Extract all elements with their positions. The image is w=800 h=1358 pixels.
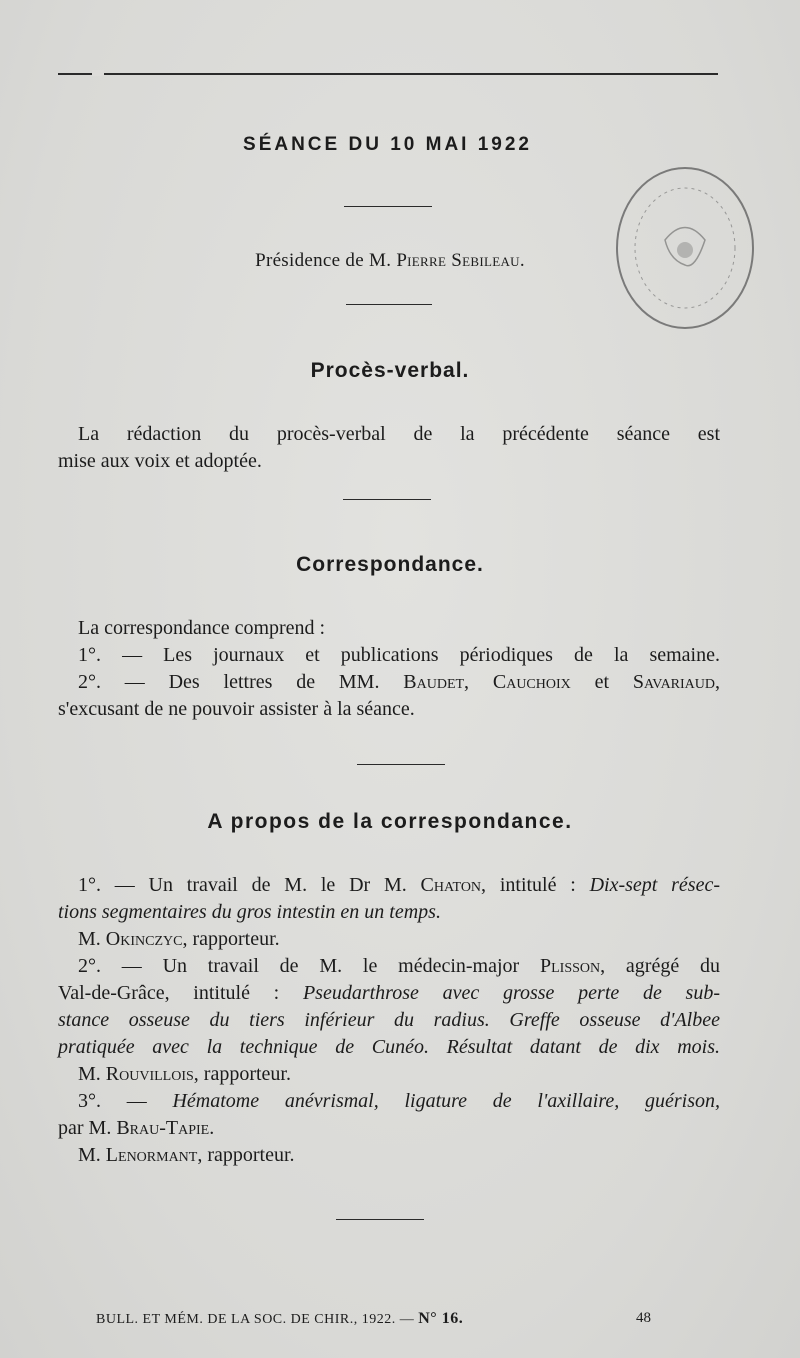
item-text: ,	[715, 671, 721, 693]
rapporteur-name: Okinczyc	[105, 928, 183, 950]
correspondance-item-2-cont: s'excusant de ne pouvoir assister à la séance.	[58, 698, 415, 720]
a-propos-item-2-cont	[58, 980, 720, 1007]
item-text: , intitulé :	[481, 874, 590, 896]
item-text: M.	[78, 1063, 106, 1085]
item-text: par M.	[58, 1117, 117, 1139]
work-title-cont: tions segmentaires du gros intestin en un temps.	[58, 901, 441, 923]
a-propos-item-3	[58, 1088, 720, 1115]
a-propos-paragraph	[58, 872, 720, 1169]
item-text: .	[209, 1117, 215, 1139]
rapporteur-line	[58, 1142, 720, 1169]
author-name: Brau-Tapie	[116, 1117, 210, 1139]
work-title: Hématome anévrismal, ligature de l'axillaire, guérison,	[172, 1090, 721, 1112]
correspondance-item-2	[58, 669, 720, 696]
item-text: M.	[78, 928, 106, 950]
item-text: Val-de-Grâce, intitulé :	[58, 982, 303, 1004]
a-propos-item-2	[58, 953, 720, 980]
item-text: 2°. — Un travail de M. le médecin-major	[78, 955, 540, 977]
item-text: , rapporteur.	[182, 928, 280, 950]
item-text: , agrégé du	[600, 955, 720, 977]
work-title-cont: pratiquée avec la technique de Cunéo. Résultat datant de dix mois.	[58, 1036, 720, 1058]
item-text: 2°. — Des lettres de MM.	[78, 671, 404, 693]
author-name: Savariaud	[632, 671, 716, 693]
presidence-suffix: .	[519, 250, 525, 271]
a-propos-item-1	[58, 872, 720, 899]
work-title: Dix-sept résec-	[589, 874, 720, 896]
separator	[357, 764, 445, 765]
rapporteur-name: Lenormant	[105, 1144, 198, 1166]
proces-verbal-paragraph	[58, 421, 720, 475]
author-names: Baudet, Cauchoix	[403, 671, 571, 693]
presidence-prefix: Présidence de M.	[255, 250, 397, 271]
item-text: et	[570, 671, 633, 693]
section-heading-a-propos: A propos de la correspondance.	[207, 810, 573, 833]
rapporteur-line	[58, 1061, 720, 1088]
item-text: , rapporteur.	[193, 1063, 291, 1085]
seance-title: SÉANCE DU 10 MAI 1922	[243, 134, 532, 155]
rapporteur-name: Rouvillois	[105, 1063, 194, 1085]
correspondance-paragraph	[58, 615, 720, 723]
author-name: Chaton	[420, 874, 482, 896]
separator	[346, 304, 432, 305]
correspondance-intro: La correspondance comprend :	[78, 617, 326, 639]
library-stamp	[610, 160, 760, 340]
top-rule	[58, 73, 718, 75]
separator	[344, 206, 432, 207]
top-rule-gap	[92, 70, 104, 76]
rapporteur-line	[58, 926, 720, 953]
item-text: M.	[78, 1144, 106, 1166]
author-name: Plisson	[539, 955, 601, 977]
separator	[336, 1219, 424, 1220]
a-propos-item-3-cont	[58, 1115, 720, 1142]
page-number: 48	[636, 1310, 651, 1326]
separator	[343, 499, 431, 500]
section-heading-proces-verbal: Procès-verbal.	[310, 359, 470, 382]
item-text: , rapporteur.	[197, 1144, 295, 1166]
work-title-cont: stance osseuse du tiers inférieur du radius. Greffe osseuse d'Albee	[58, 1009, 720, 1031]
item-text: 3°. —	[78, 1090, 173, 1112]
section-heading-correspondance: Correspondance.	[296, 553, 484, 576]
footer-citation	[96, 1310, 656, 1328]
correspondance-item-1: 1°. — Les journaux et publications périodiques de la semaine.	[78, 644, 720, 666]
president-name: Pierre Sebileau	[396, 250, 520, 271]
paragraph-line: La rédaction du procès-verbal de la précédente séance est	[78, 423, 720, 445]
work-title: Pseudarthrose avec grosse perte de sub-	[302, 982, 720, 1004]
footer-issue-number: N° 16.	[418, 1310, 464, 1327]
item-text: 1°. — Un travail de M. le Dr M.	[78, 874, 421, 896]
footer-journal: BULL. ET MÉM. DE LA SOC. DE CHIR., 1922. —	[96, 1312, 419, 1327]
paragraph-line: mise aux voix et adoptée.	[58, 450, 262, 472]
